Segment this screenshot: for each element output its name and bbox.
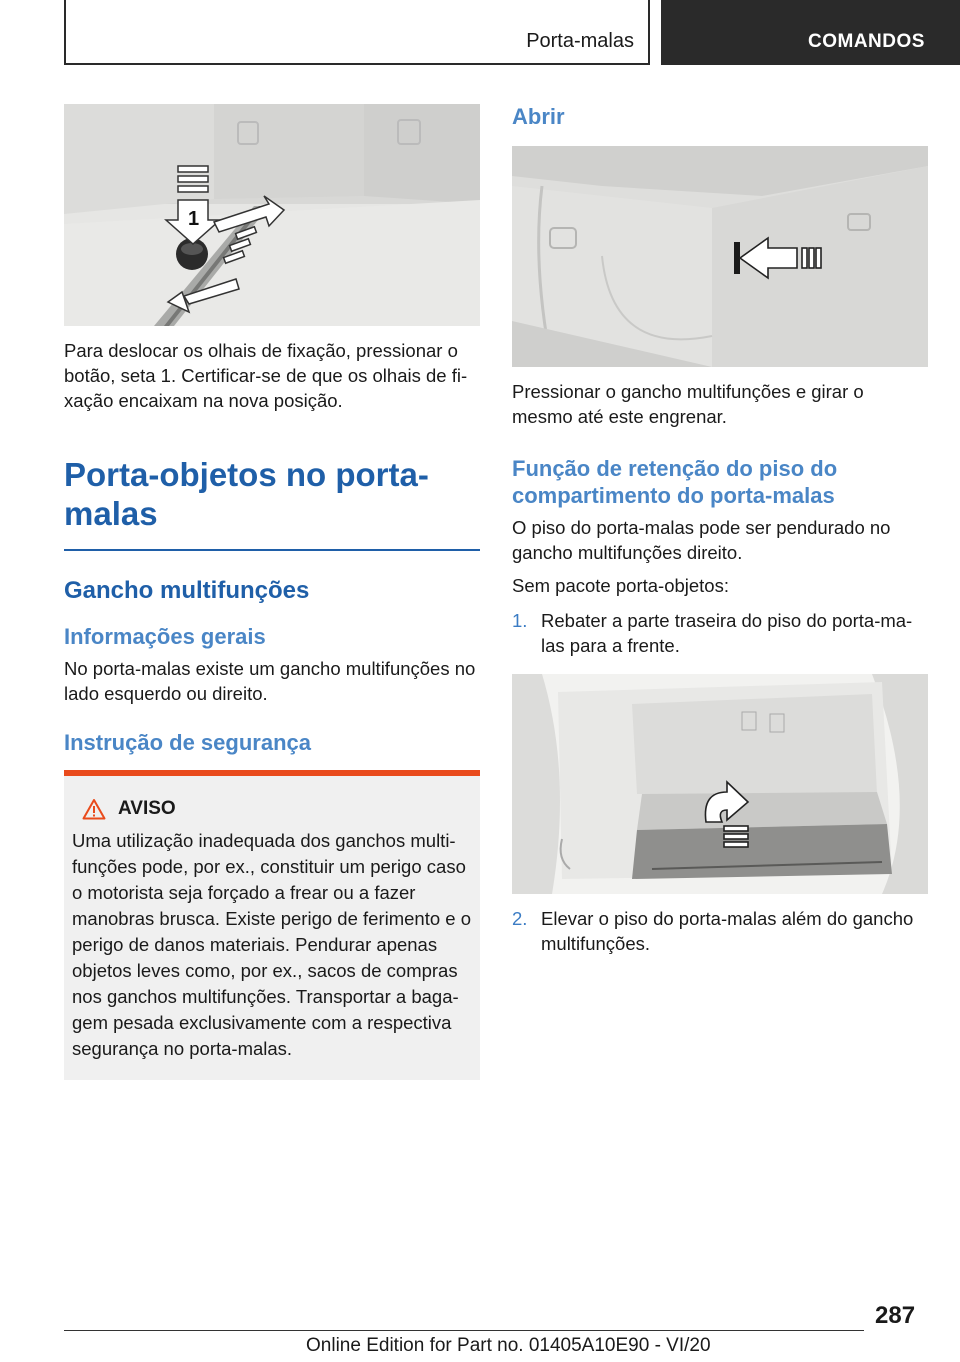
- heading-informacoes: Informações gerais: [64, 624, 266, 649]
- callout-1: 1: [188, 208, 200, 230]
- footer-rule: [64, 1330, 864, 1331]
- header-section-box: [64, 0, 650, 65]
- warning-triangle-icon: [82, 798, 106, 820]
- no-pack-text: Sem pacote porta-objetos:: [512, 575, 729, 596]
- page-number: 287: [875, 1302, 916, 1329]
- heading-floor-function: Função de retenção do piso do compartimento do porta-malas: [512, 456, 838, 508]
- floor-text: O piso do porta-malas pode ser pendurado no gancho multifunções direito.: [512, 517, 891, 563]
- step-1-number: 1.: [512, 610, 528, 631]
- warning-title: AVISO: [118, 798, 176, 819]
- figure-trunk-floor-illustration: [512, 674, 928, 894]
- heading-seguranca: Instrução de segurança: [64, 730, 311, 755]
- caption-open: Pressionar o gancho multifunções e girar o mesmo até este engrenar.: [512, 381, 864, 427]
- figure-eyelet-rail-illustration: [64, 104, 480, 326]
- figure-trunk-floor: [512, 674, 928, 894]
- warning-box: [64, 770, 480, 1080]
- info-text: No porta-malas existe um gancho multifunções no lado esquerdo ou direito.: [64, 658, 476, 704]
- step-2-number: 2.: [512, 908, 528, 929]
- figure-open-hook-illustration: [512, 146, 928, 367]
- figure-open-hook: [512, 146, 928, 367]
- chapter-tab: [661, 0, 960, 65]
- section-title: Porta-malas: [526, 30, 634, 52]
- heading-abrir: Abrir: [512, 104, 565, 129]
- left-column: [64, 104, 480, 1080]
- heading-rule: [64, 549, 480, 551]
- figure-eyelet-rail: [64, 104, 480, 326]
- heading-porta-objetos: Porta-objetos no porta-malas: [64, 456, 429, 532]
- warning-title-row: [82, 798, 472, 820]
- caption-eyelet-rail: Para deslocar os olhais de fixação, pressionar o botão, seta 1. Certificar-se de que os olhais de fi-xação encaixam na nova posição.: [64, 340, 468, 411]
- step-2-text: Elevar o piso do porta-malas além do gancho multifunções.: [541, 908, 914, 954]
- step-2: [512, 906, 928, 956]
- right-column: [512, 104, 928, 956]
- step-1: [512, 608, 928, 658]
- warning-text: Uma utilização inadequada dos ganchos multi-funções pode, por ex., constituir um perigo caso o motorista seja forçado a frear ou a fazer manobras brusca. Existe perigo de ferimento e o perigo de danos materiais. Pendurar apenas objetos leves como, por ex., sacos de compras nos ganchos multifunções. Transportar a baga-gem pesada exclusivamente com a respectiva segurança no porta-malas.: [72, 830, 471, 1059]
- footer-edition: Online Edition for Part no. 01405A10E90 - VI/20: [306, 1335, 711, 1356]
- heading-gancho: Gancho multifunções: [64, 577, 310, 604]
- chapter-title: COMANDOS: [808, 31, 925, 52]
- step-1-text: Rebater a parte traseira do piso do porta-ma-las para a frente.: [541, 610, 913, 656]
